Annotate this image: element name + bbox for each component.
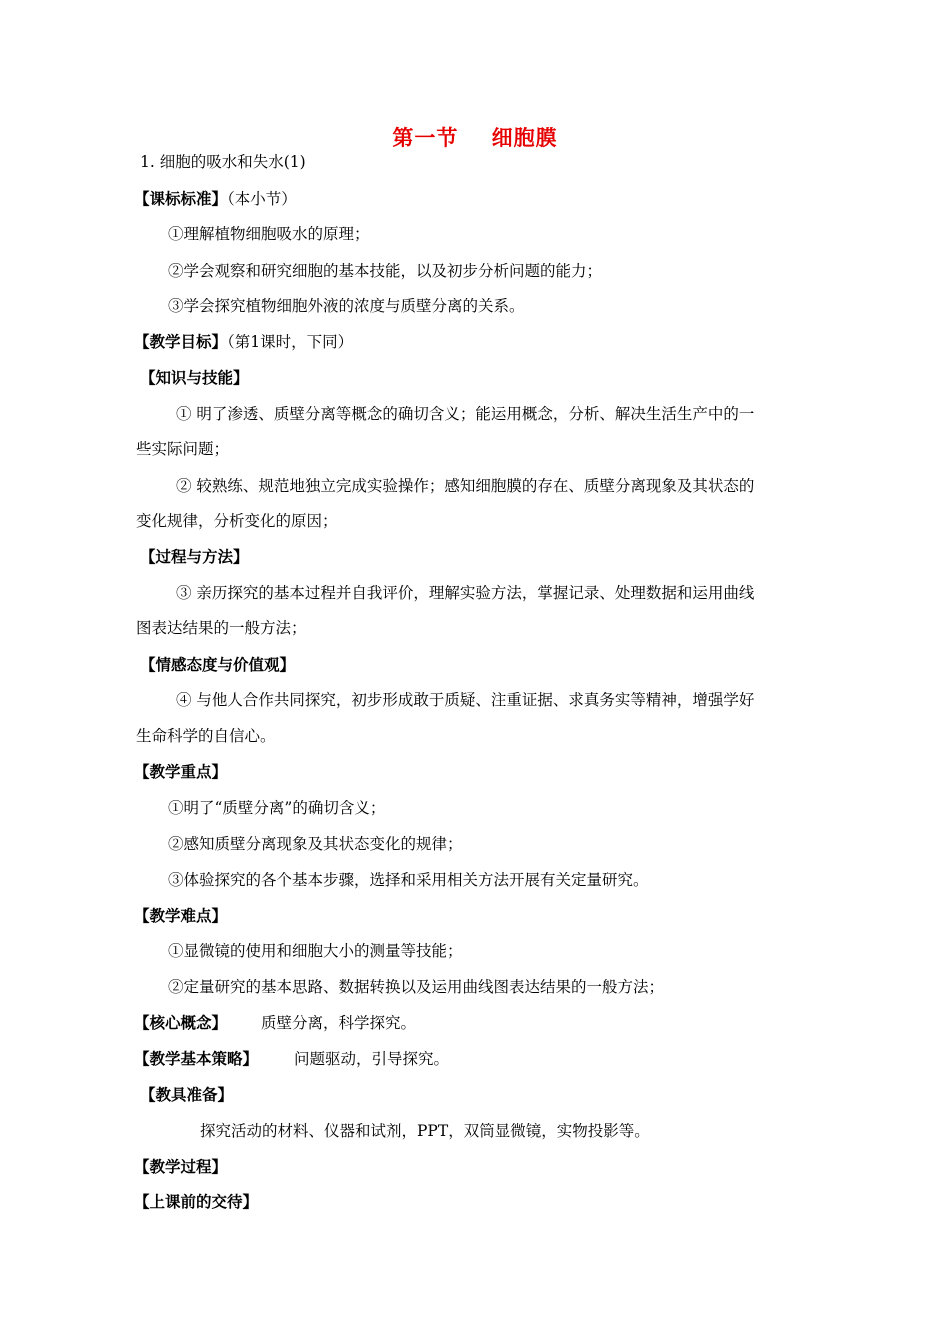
process-item-3: ③ 亲历探究的基本过程并自我评价，理解实验方法，掌握记录、处理数据和运用曲线 [176, 584, 755, 602]
knowledge-item-1-cont: 些实际问题； [136, 440, 230, 458]
knowledge-item-2: ② 较熟练、规范地独立完成实验操作；感知细胞膜的存在、质壁分离现象及其状态的 [176, 477, 755, 495]
strategy-text: 问题驱动，引导探究。 [294, 1050, 450, 1068]
goals-heading: 【教学目标】 [134, 333, 228, 351]
standard-heading-line [134, 189, 297, 209]
core-line [134, 1013, 416, 1033]
focus-item: ②感知质壁分离现象及其状态变化的规律； [168, 835, 463, 853]
standard-note: （本小节） [227, 190, 297, 208]
strategy-heading: 【教学基本策略】 [134, 1050, 259, 1068]
goals-note: （第1课时，下同） [227, 333, 354, 351]
goals-heading-line [134, 332, 353, 352]
emotion-item-4: ④ 与他人合作共同探究，初步形成敢于质疑、注重证据、求真务实等精神，增强学好 [176, 691, 755, 709]
page-title: 第一节 细胞膜 [392, 126, 558, 150]
strategy-line [134, 1049, 449, 1069]
standard-item: ②学会观察和研究细胞的基本技能，以及初步分析问题的能力； [168, 262, 603, 280]
core-text: 质壁分离，科学探究。 [261, 1014, 417, 1032]
knowledge-heading: 【知识与技能】 [140, 369, 249, 387]
emotion-heading: 【情感态度与价值观】 [140, 656, 296, 674]
standard-item: ①理解植物细胞吸水的原理； [168, 225, 370, 243]
process-heading: 【过程与方法】 [140, 548, 249, 566]
before-class-heading: 【上课前的交待】 [134, 1193, 259, 1211]
difficulty-item: ②定量研究的基本思路、数据转换以及运用曲线图表达结果的一般方法； [168, 978, 665, 996]
focus-item: ③体验探究的各个基本步骤，选择和采用相关方法开展有关定量研究。 [168, 871, 649, 889]
difficulty-item: ①显微镜的使用和细胞大小的测量等技能； [168, 942, 463, 960]
difficulty-heading: 【教学难点】 [134, 907, 228, 925]
prep-text: 探究活动的材料、仪器和试剂，PPT，双筒显微镜，实物投影等。 [200, 1122, 650, 1140]
focus-heading: 【教学重点】 [134, 763, 228, 781]
prep-heading: 【教具准备】 [140, 1086, 234, 1104]
process-item-3-cont: 图表达结果的一般方法； [136, 619, 307, 637]
knowledge-item-2-cont: 变化规律，分析变化的原因； [136, 512, 338, 530]
core-heading: 【核心概念】 [134, 1014, 228, 1032]
emotion-item-4-cont: 生命科学的自信心。 [136, 727, 276, 745]
procedure-heading: 【教学过程】 [134, 1158, 228, 1176]
section-subtitle: 1. 细胞的吸水和失水(1) [140, 153, 306, 171]
focus-item: ①明了“质壁分离”的确切含义； [168, 799, 386, 817]
standard-item: ③学会探究植物细胞外液的浓度与质壁分离的关系。 [168, 297, 525, 315]
knowledge-item-1: ① 明了渗透、质壁分离等概念的确切含义；能运用概念，分析、解决生活生产中的一 [176, 405, 755, 423]
standard-heading: 【课标标准】 [134, 190, 228, 208]
